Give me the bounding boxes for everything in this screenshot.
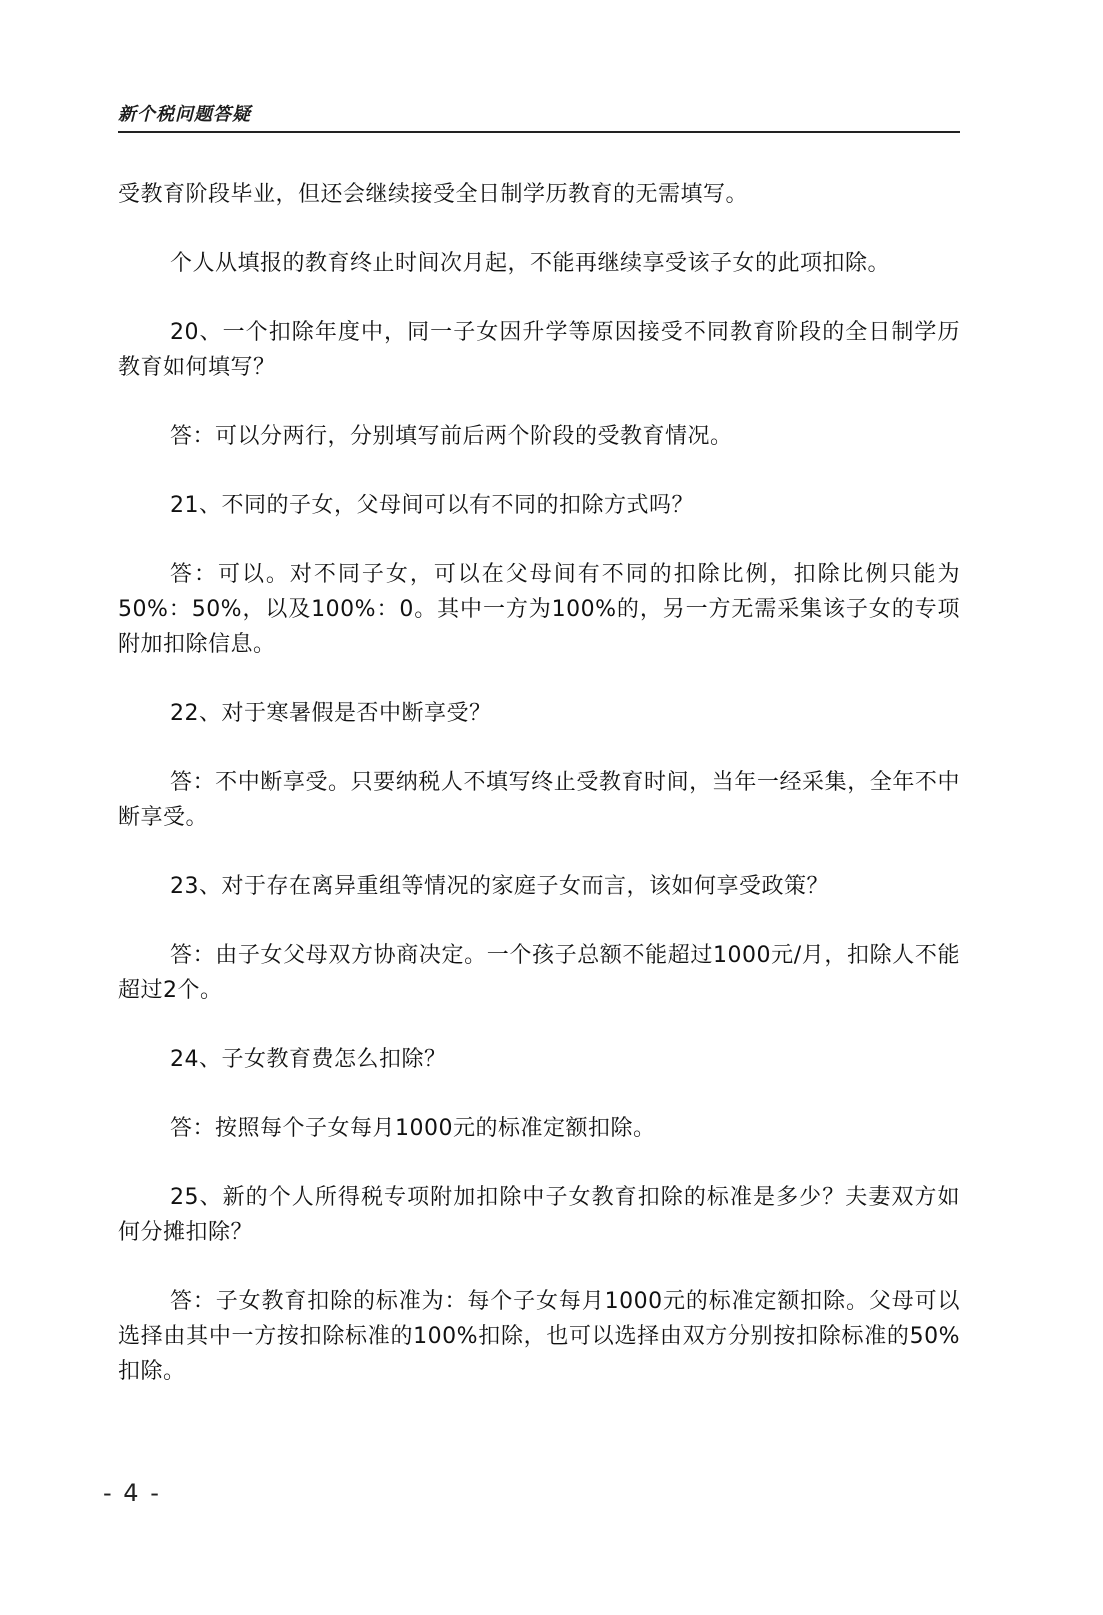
question-22: 22、对于寒暑假是否中断享受？: [170, 701, 492, 726]
question-25: 25、新的个人所得税专项附加扣除中子女教育扣除的标准是多少？夫妻双方如何分摊扣除？: [118, 1185, 960, 1245]
header-title: 新个税问题答疑: [118, 104, 251, 125]
answer-23: 答：由子女父母双方协商决定。一个孩子总额不能超过1000元/月，扣除人不能超过2个。: [118, 943, 960, 1003]
question-24: 24、子女教育费怎么扣除？: [170, 1047, 447, 1072]
paragraph-continuation: 受教育阶段毕业，但还会继续接受全日制学历教育的无需填写。: [118, 182, 749, 207]
answer-21: 答：可以。对不同子女，可以在父母间有不同的扣除比例，扣除比例只能为50%：50%，以及100%：0。其中一方为100%的，另一方无需采集该子女的专项附加扣除信息。: [118, 562, 960, 657]
paragraph-note: 个人从填报的教育终止时间次月起，不能再继续享受该子女的此项扣除。: [170, 251, 891, 276]
answer-25: 答：子女教育扣除的标准为：每个子女每月1000元的标准定额扣除。父母可以选择由其中一方按扣除标准的100%扣除，也可以选择由双方分别按扣除标准的50%扣除。: [118, 1289, 960, 1384]
page-number: - 4 -: [103, 1479, 161, 1507]
answer-24: 答：按照每个子女每月1000元的标准定额扣除。: [170, 1116, 656, 1141]
answer-22: 答：不中断享受。只要纳税人不填写终止受教育时间，当年一经采集，全年不中断享受。: [118, 770, 960, 830]
question-21: 21、不同的子女，父母间可以有不同的扣除方式吗？: [170, 493, 694, 518]
question-20: 20、一个扣除年度中，同一子女因升学等原因接受不同教育阶段的全日制学历教育如何填写？: [118, 320, 960, 380]
document-body: [118, 177, 960, 1423]
running-header: [118, 97, 960, 133]
question-23: 23、对于存在离异重组等情况的家庭子女而言，该如何享受政策？: [170, 874, 829, 899]
answer-20: 答：可以分两行，分别填写前后两个阶段的受教育情况。: [170, 424, 733, 449]
